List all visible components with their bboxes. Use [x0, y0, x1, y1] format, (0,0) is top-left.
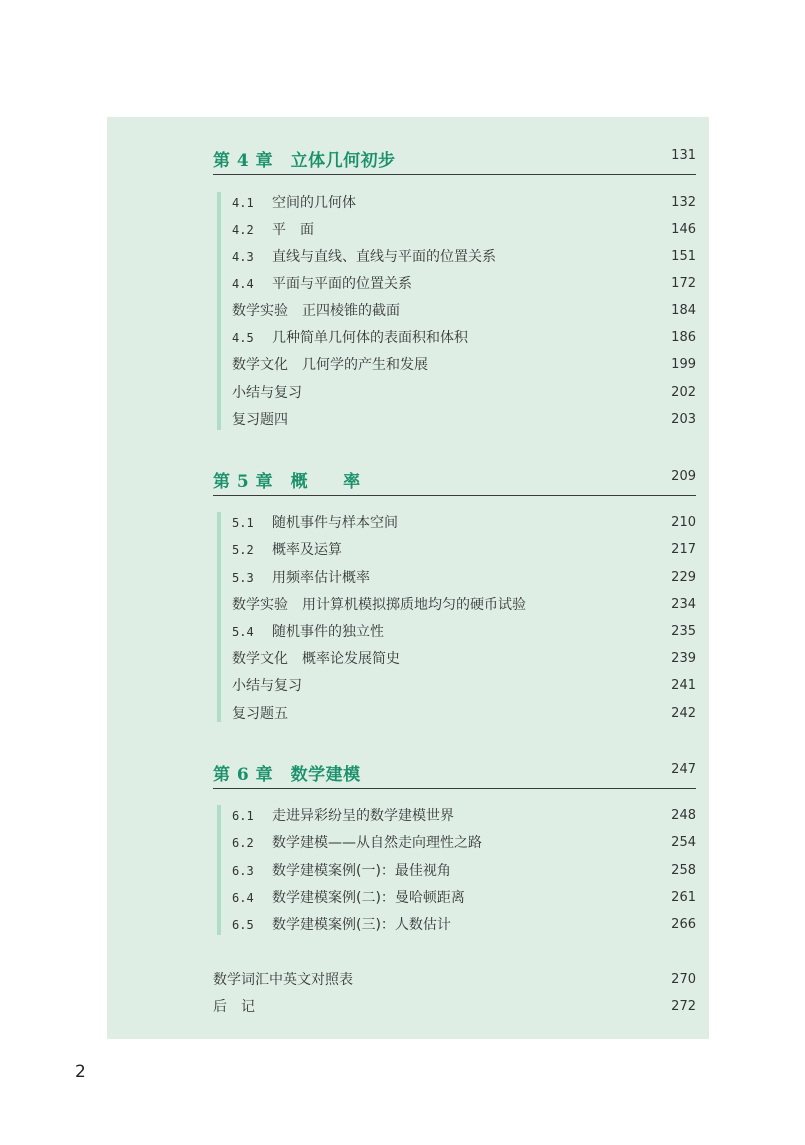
section-page: 186 [671, 330, 696, 345]
section-title: 数学实验 用计算机模拟掷质地均匀的硬币试验 [232, 597, 526, 613]
toc-entry[interactable] [232, 409, 696, 431]
section-title: 直线与直线、直线与平面的位置关系 [272, 249, 496, 265]
toc-entry[interactable] [232, 703, 696, 725]
toc-entry-glossary[interactable] [213, 969, 696, 991]
chapter-page: 131 [671, 148, 696, 163]
toc-entry[interactable] [232, 327, 696, 349]
chapter-title: 第 5 章 概 率 [213, 472, 361, 492]
section-title: 小结与复习 [232, 385, 302, 401]
toc-entry[interactable] [232, 860, 696, 882]
toc-entry[interactable] [232, 567, 696, 589]
toc-entry[interactable] [232, 192, 696, 214]
toc-entry[interactable] [232, 354, 696, 376]
section-page: 151 [671, 249, 696, 264]
section-title: 数学文化 概率论发展简史 [232, 651, 400, 667]
section-number: 4.3 [232, 250, 254, 264]
section-number: 6.5 [232, 918, 254, 932]
section-number: 6.3 [232, 864, 254, 878]
section-page: 202 [671, 385, 696, 400]
toc-entry[interactable] [232, 300, 696, 322]
section-page: 132 [671, 195, 696, 210]
section-title: 平面与平面的位置关系 [272, 276, 412, 292]
page-number: 2 [75, 1062, 86, 1082]
toc-entry[interactable] [232, 648, 696, 670]
section-page: 266 [671, 917, 696, 932]
section-bar [217, 805, 221, 935]
entry-title: 后 记 [213, 999, 255, 1015]
section-page: 235 [671, 624, 696, 639]
section-bar [217, 192, 221, 430]
section-title: 随机事件的独立性 [272, 624, 384, 640]
section-list [213, 192, 696, 430]
entry-page: 270 [671, 972, 696, 987]
toc-entry[interactable] [232, 832, 696, 854]
section-page: 234 [671, 597, 696, 612]
toc-entry[interactable] [232, 805, 696, 827]
toc-entry[interactable] [232, 219, 696, 241]
section-page: 217 [671, 542, 696, 557]
section-number: 5.1 [232, 516, 254, 530]
chapter-title: 第 6 章 数学建模 [213, 765, 361, 785]
toc-entry[interactable] [232, 273, 696, 295]
section-title: 随机事件与样本空间 [272, 515, 398, 531]
chapter-page: 209 [671, 469, 696, 484]
toc-entry[interactable] [232, 887, 696, 909]
section-page: 241 [671, 678, 696, 693]
toc-entry[interactable] [232, 621, 696, 643]
toc-entry[interactable] [232, 512, 696, 534]
section-page: 248 [671, 808, 696, 823]
section-title: 概率及运算 [272, 542, 342, 558]
section-list [213, 512, 696, 722]
toc-entry[interactable] [232, 594, 696, 616]
section-page: 199 [671, 357, 696, 372]
section-number: 5.4 [232, 625, 254, 639]
section-page: 184 [671, 303, 696, 318]
section-title: 数学文化 几何学的产生和发展 [232, 357, 428, 373]
section-bar [217, 512, 221, 722]
toc-entry[interactable] [232, 675, 696, 697]
section-title: 平 面 [272, 222, 314, 238]
section-title: 空间的几何体 [272, 195, 356, 211]
section-title: 数学建模案例(三)：人数估计 [272, 917, 451, 933]
section-number: 6.2 [232, 836, 254, 850]
section-title: 数学实验 正四棱锥的截面 [232, 303, 400, 319]
section-number: 4.1 [232, 196, 254, 210]
section-title: 几种简单几何体的表面积和体积 [272, 330, 468, 346]
section-page: 242 [671, 706, 696, 721]
entry-page: 272 [671, 999, 696, 1014]
section-page: 210 [671, 515, 696, 530]
toc-entry-afterword[interactable] [213, 996, 696, 1018]
chapter-title: 第 4 章 立体几何初步 [213, 151, 396, 171]
section-page: 146 [671, 222, 696, 237]
section-number: 4.4 [232, 277, 254, 291]
chapter-heading[interactable] [213, 758, 696, 789]
section-number: 6.4 [232, 891, 254, 905]
section-title: 复习题五 [232, 706, 288, 722]
chapter-heading[interactable] [213, 144, 696, 175]
section-list [213, 805, 696, 935]
section-number: 6.1 [232, 809, 254, 823]
section-number: 5.3 [232, 571, 254, 585]
chapter-page: 247 [671, 762, 696, 777]
section-number: 5.2 [232, 543, 254, 557]
section-page: 229 [671, 570, 696, 585]
section-number: 4.2 [232, 223, 254, 237]
section-title: 数学建模案例(一)：最佳视角 [272, 863, 451, 879]
chapter-heading[interactable] [213, 465, 696, 496]
section-number: 4.5 [232, 331, 254, 345]
section-page: 239 [671, 651, 696, 666]
section-page: 258 [671, 863, 696, 878]
section-page: 203 [671, 412, 696, 427]
section-title: 小结与复习 [232, 678, 302, 694]
section-title: 用频率估计概率 [272, 570, 370, 586]
section-title: 走进异彩纷呈的数学建模世界 [272, 808, 454, 824]
section-title: 复习题四 [232, 412, 288, 428]
toc-entry[interactable] [232, 382, 696, 404]
section-page: 172 [671, 276, 696, 291]
section-title: 数学建模——从自然走向理性之路 [272, 835, 482, 851]
entry-title: 数学词汇中英文对照表 [213, 972, 353, 988]
section-page: 261 [671, 890, 696, 905]
section-title: 数学建模案例(二)：曼哈顿距离 [272, 890, 465, 906]
toc-entry[interactable] [232, 539, 696, 561]
toc-entry[interactable] [232, 246, 696, 268]
section-page: 254 [671, 835, 696, 850]
toc-entry[interactable] [232, 914, 696, 936]
